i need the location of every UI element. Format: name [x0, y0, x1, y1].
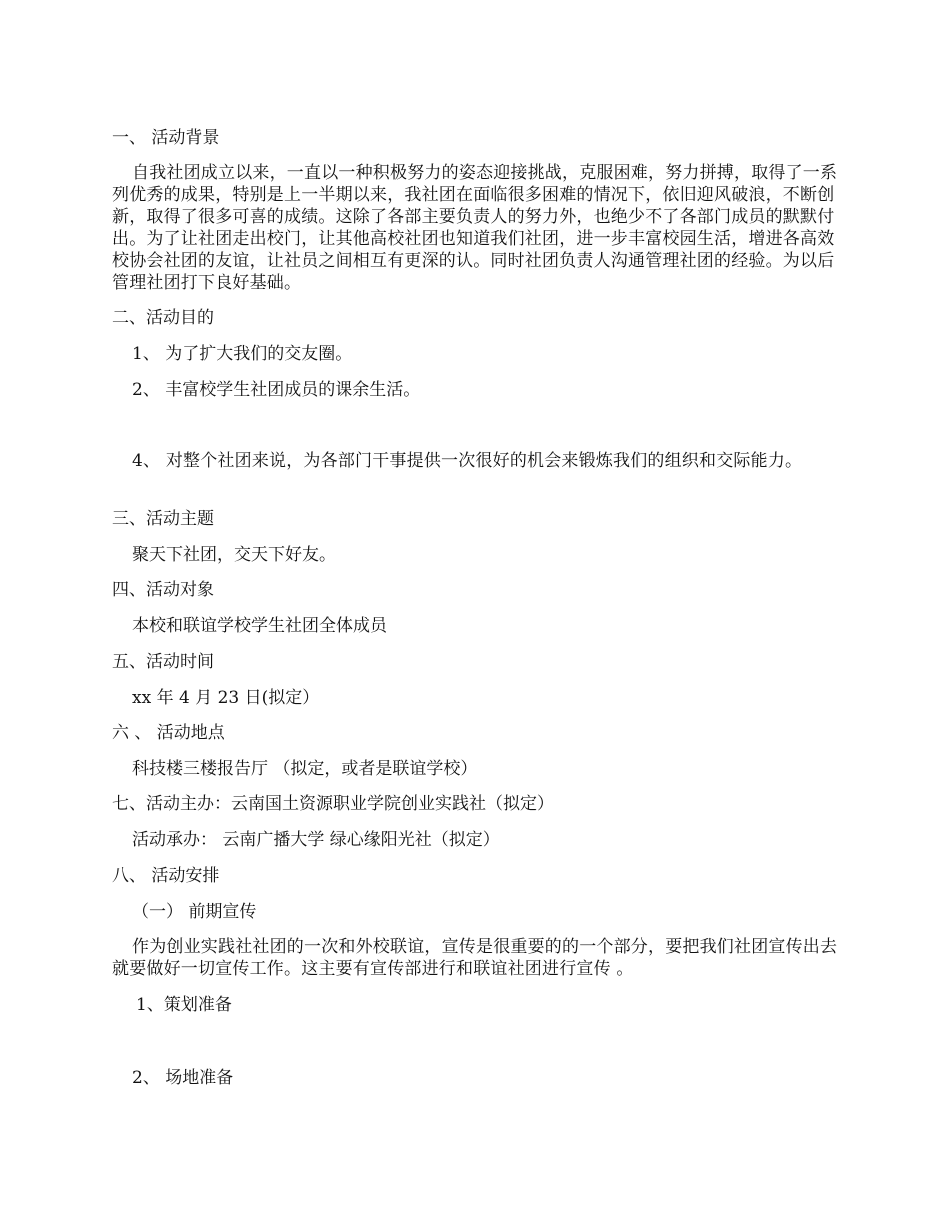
section-8-item-1: 1、策划准备 [136, 995, 232, 1015]
section-2-item-2: 2、 丰富校学生社团成员的课余生活。 [132, 380, 421, 400]
section-8-item-2: 2、 场地准备 [132, 1068, 234, 1088]
section-8-body: 作为创业实践社社团的一次和外校联谊，宣传是很重要的的一个部分，要把我们社团宣传出去就要做好一切宣传工作。这主要有宣传部进行和联谊社团进行宣传 。 [112, 937, 838, 979]
section-3-heading: 三、活动主题 [112, 509, 214, 529]
section-8-sub-1: （一） 前期宣传 [132, 902, 257, 922]
section-4-body: 本校和联谊学校学生社团全体成员 [132, 616, 387, 636]
section-6-heading: 六 、 活动地点 [112, 723, 225, 743]
section-2-heading: 二、活动目的 [112, 308, 214, 328]
section-5-heading: 五、活动时间 [112, 652, 214, 672]
section-2-item-4: 4、 对整个社团来说，为各部门干事提供一次很好的机会来锻炼我们的组织和交际能力。 [132, 451, 803, 471]
section-8-heading: 八、 活动安排 [112, 866, 220, 886]
section-3-body: 聚天下社团，交天下好友。 [132, 545, 336, 565]
section-7-heading: 七、活动主办：云南国土资源职业学院创业实践社（拟定） [112, 794, 554, 814]
section-6-body: 科技楼三楼报告厅 （拟定，或者是联谊学校） [132, 759, 478, 779]
section-1-body: 自我社团成立以来，一直以一种积极努力的姿态迎接挑战，克服困难，努力拼搏，取得了一系列优秀的成果，特别是上一半期以来，我社团在面临很多困难的情况下，依旧迎风破浪，不断创新，取得了很多可喜的成绩。这除了各部主要负责人的努力外，也绝少不了各部门成员的默默付出。为了让社团走出校门，让其他高校社团也知道我们社团，进一步丰富校园生活，增进各高效校协会社团的友谊，让社员之间相互有更深的认。同时社团负责人沟通管理社团的经验。为以后管理社团打下良好基础。 [112, 163, 838, 293]
section-7-body: 活动承办： 云南广播大学 绿心缘阳光社（拟定） [132, 830, 500, 850]
section-1-heading: 一、 活动背景 [112, 128, 220, 148]
section-2-item-1: 1、 为了扩大我们的交友圈。 [132, 344, 353, 364]
section-5-body: xx 年 4 月 23 日(拟定） [132, 688, 320, 708]
section-4-heading: 四、活动对象 [112, 580, 214, 600]
